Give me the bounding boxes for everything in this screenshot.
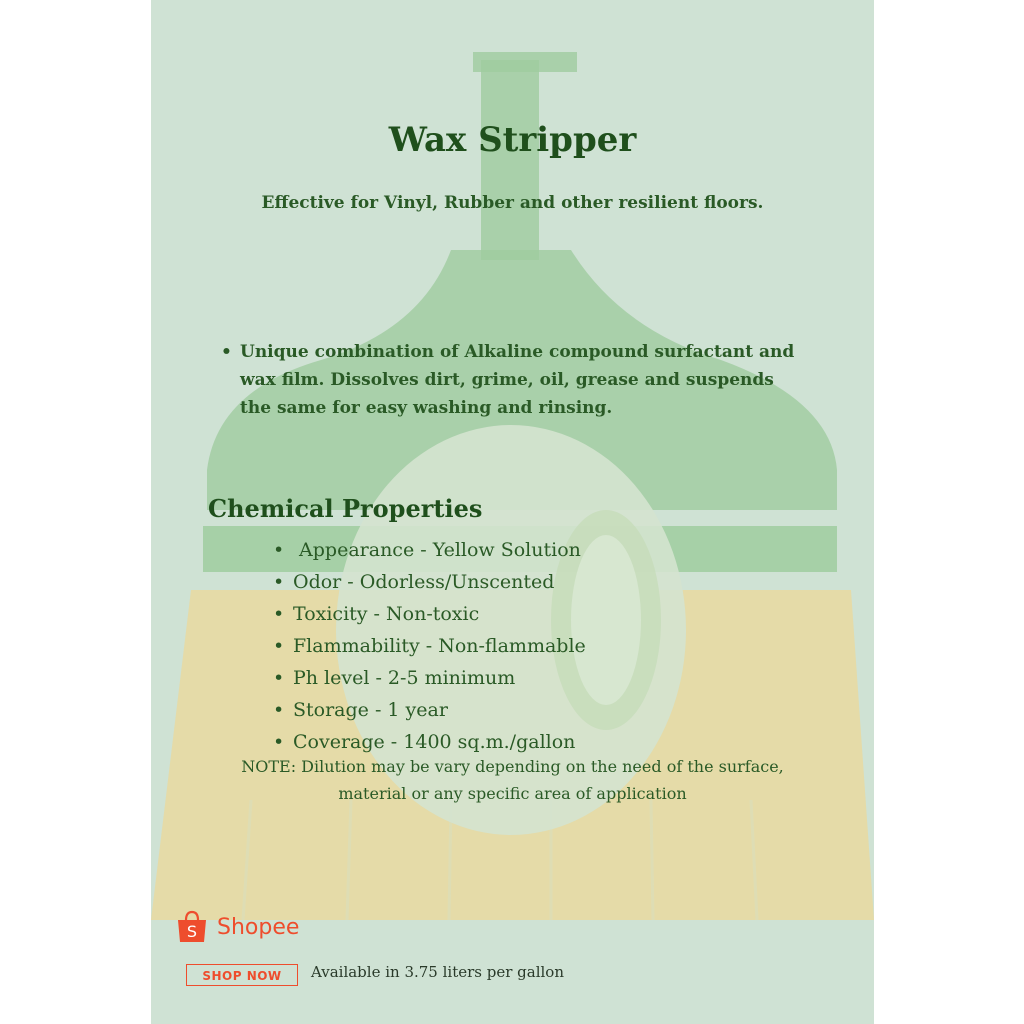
property-text: Appearance - Yellow Solution xyxy=(293,539,581,561)
description-line: Unique combination of Alkaline compound surfactant and xyxy=(240,342,795,362)
note-line: NOTE: Dilution may be vary depending on the need of the surface, xyxy=(241,757,784,776)
bullet-icon: • xyxy=(273,699,285,721)
flyer-page xyxy=(151,0,874,1024)
property-text: Storage - 1 year xyxy=(293,699,448,721)
chemical-properties-heading: Chemical Properties xyxy=(208,494,483,523)
property-text: Flammability - Non-flammable xyxy=(293,635,586,657)
dilution-note xyxy=(151,753,874,807)
product-subtitle: Effective for Vinyl, Rubber and other resilient floors. xyxy=(261,193,764,213)
product-title: Wax Stripper xyxy=(388,120,637,160)
shop-now-button[interactable]: SHOP NOW xyxy=(186,964,298,986)
property-item xyxy=(273,566,586,598)
property-item xyxy=(273,598,586,630)
property-text: Coverage - 1400 sq.m./gallon xyxy=(293,731,576,753)
chemical-properties-list xyxy=(273,534,586,758)
svg-text:S: S xyxy=(186,922,198,941)
property-item xyxy=(273,534,586,566)
bullet-icon: • xyxy=(273,539,285,561)
bullet-icon: • xyxy=(273,571,285,593)
bullet-icon: • xyxy=(221,342,232,362)
shopee-brand-name: Shopee xyxy=(217,914,300,940)
bullet-icon: • xyxy=(273,635,285,657)
shopee-logo[interactable] xyxy=(175,910,299,944)
description-line: wax film. Dissolves dirt, grime, oil, grease and suspends xyxy=(240,370,774,390)
note-line: material or any specific area of application xyxy=(338,784,687,803)
description-line: the same for easy washing and rinsing. xyxy=(240,398,613,418)
shopee-bag-icon xyxy=(175,910,209,944)
property-text: Toxicity - Non-toxic xyxy=(293,603,480,625)
bullet-icon: • xyxy=(273,667,285,689)
property-text: Ph level - 2-5 minimum xyxy=(293,667,516,689)
property-item xyxy=(273,630,586,662)
availability-text: Available in 3.75 liters per gallon xyxy=(311,963,565,981)
bullet-icon: • xyxy=(273,731,285,753)
property-item xyxy=(273,662,586,694)
bullet-icon: • xyxy=(273,603,285,625)
property-item xyxy=(273,694,586,726)
product-description xyxy=(221,338,801,422)
property-text: Odor - Odorless/Unscented xyxy=(293,571,555,593)
